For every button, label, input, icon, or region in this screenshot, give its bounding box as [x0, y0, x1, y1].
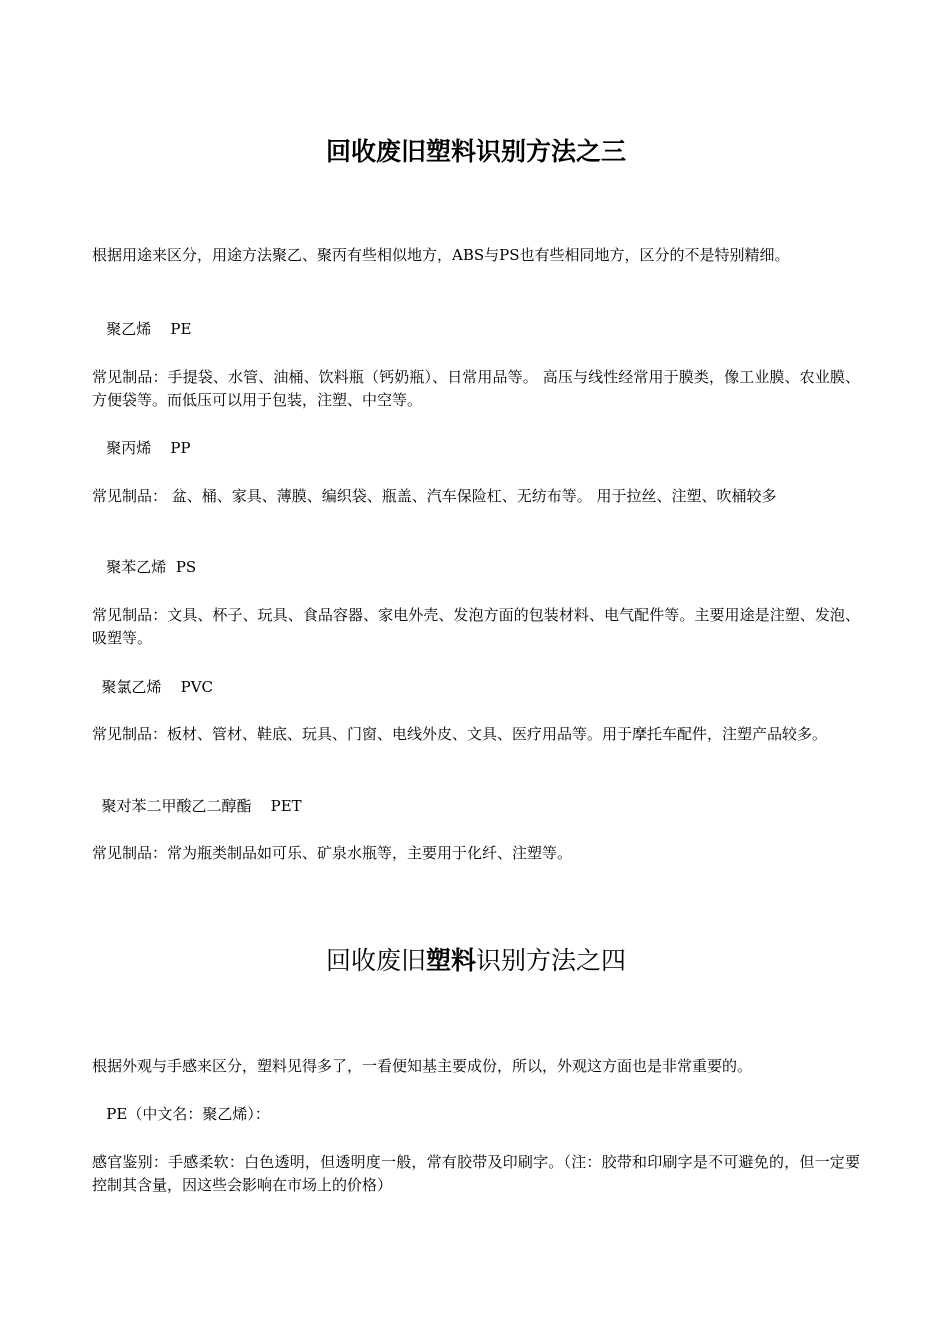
section-4-intro: 根据外观与手感来区分，塑料见得多了，一看便知基主要成份，所以，外观这方面也是非常重要的。 — [92, 1057, 753, 1075]
pp-description: 常见制品： 盆、桶、家具、薄膜、编织袋、瓶盖、汽车保险杠、无纺布等。 用于拉丝、注塑、吹桶较多 — [92, 487, 777, 505]
section-3-intro: 根据用途来区分，用途方法聚乙、聚丙有些相似地方，ABS与PS也有些相同地方，区分的不是特别精细。 — [92, 246, 790, 264]
ps-heading: 聚苯乙烯 PS — [92, 558, 197, 576]
pet-heading: 聚对苯二甲酸乙二醇酯 PET — [92, 797, 302, 815]
ps-description: 常见制品：文具、杯子、玩具、食品容器、家电外壳、发泡方面的包装材料、电气配件等。主要用途是注塑、发泡、吸塑等。 — [92, 606, 860, 647]
section-4-title-bold: 塑料 — [425, 946, 476, 975]
pe-heading: 聚乙烯 PE — [92, 320, 192, 338]
pp-heading: 聚丙烯 PP — [92, 439, 191, 457]
section-3-title: 回收废旧塑料识别方法之三 — [325, 137, 626, 166]
pvc-heading: 聚氯乙烯 PVC — [92, 678, 214, 696]
pet-description: 常见制品：常为瓶类制品如可乐、矿泉水瓶等，主要用于化纤、注塑等。 — [92, 844, 573, 862]
pe-description: 常见制品：手提袋、水管、油桶、饮料瓶（钙奶瓶）、日常用品等。 高压与线性经常用于膜类，像工业膜、农业膜、方便袋等。而低压可以用于包装，注塑、中空等。 — [92, 368, 860, 409]
section-4-title — [92, 944, 860, 978]
pe-chinese-name-heading: PE（中文名：聚乙烯）： — [92, 1105, 270, 1123]
section-4-title-part1: 回收废旧 — [325, 946, 426, 975]
section-4-title-part2: 识别方法之四 — [476, 946, 627, 975]
pvc-description: 常见制品：板材、管材、鞋底、玩具、门窗、电线外皮、文具、医疗用品等。用于摩托车配件，注塑产品较多。 — [92, 725, 828, 743]
pe-sensory-identification: 感官鉴别：手感柔软：白色透明，但透明度一般，常有胶带及印刷字。（注：胶带和印刷字是不可避免的，但一定要控制其含量，因这些会影响在市场上的价格） — [92, 1153, 860, 1194]
